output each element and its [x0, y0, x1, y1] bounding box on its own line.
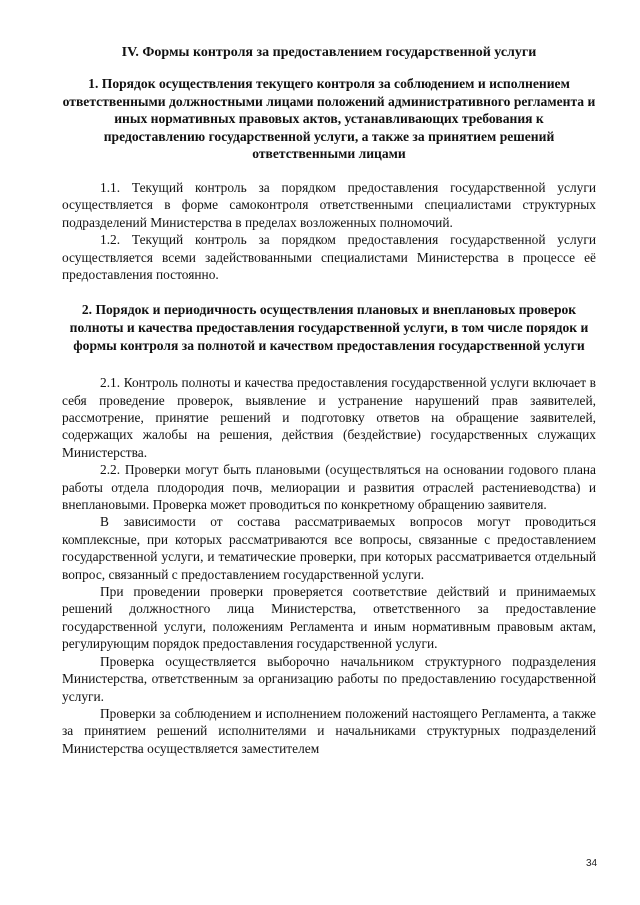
paragraph-inspection-selective: Проверка осуществляется выборочно начальником структурного подразделения Министерства, ответственным за организацию работы по предоставлению государственной услуги.: [62, 653, 596, 704]
paragraph-1-1: 1.1. Текущий контроль за порядком предоставления государственной услуги осуществляется в форме самоконтроля ответственными специалистами структурных подразделений Министерства в пределах возложенных полномочий.: [62, 179, 596, 230]
page-number: 34: [586, 858, 598, 869]
paragraph-2-2: 2.2. Проверки могут быть плановыми (осуществляться на основании годового плана работы отдела плодородия почв, мелиорации и развития отраслей растениеводства) и внеплановыми. Проверка может проводиться по конкретному обращению заявителя.: [62, 462, 596, 513]
paragraph-inspection-oversight: Проверки за соблюдением и исполнением положений настоящего Регламента, а также за принятием решений исполнителями и начальниками структурных подразделений Министерства осуществляется заместителем: [62, 705, 596, 756]
section-1-title: 1. Порядок осуществления текущего контроля за соблюдением и исполнением ответственными должностными лицами положений административного регламента и иных нормативных правовых актов, устанавливающих требования к предоставлению государственной услуги, а также за принятием решений ответственными лицами: [62, 76, 596, 162]
paragraph-inspection-scope: При проведении проверки проверяется соответствие действий и принимаемых решений должностного лица Министерства, ответственного за предоставление государственной услуги, положениям Регламента и иным нормативным правовым актам, регулирующим порядок предоставления государственной услуги.: [62, 584, 596, 652]
chapter-title: IV. Формы контроля за предоставлением государственной услуги: [121, 45, 537, 60]
paragraph-1-2: 1.2. Текущий контроль за порядком предоставления государственной услуги осуществляется всеми задействованными специалистами Министерства в процессе её предоставления постоянно.: [62, 232, 596, 282]
section-2-title: 2. Порядок и периодичность осуществления плановых и внеплановых проверок полноты и качества предоставления государственной услуги, в том числе порядок и формы контроля за полнотой и качеством предоставления государственной услуги: [69, 302, 589, 353]
paragraph-2-1: 2.1. Контроль полноты и качества предоставления государственной услуги включает в себя проведение проверок, выявление и устранение нарушений прав заявителей, рассмотрение, принятие решений и подготовку ответов на обращение заявителей, содержащих жалобы на решения, действия (бездействие) государственных служащих Министерства.: [62, 375, 596, 460]
paragraph-inspection-types: В зависимости от состава рассматриваемых вопросов могут проводиться комплексные, при которых рассматриваются все вопросы, связанные с предоставлением государственной услуги, и тематические проверки, при которых рассматривается отдельный вопрос, связанный с предоставлением государственной услуги.: [62, 514, 596, 582]
document-body: [62, 44, 596, 757]
